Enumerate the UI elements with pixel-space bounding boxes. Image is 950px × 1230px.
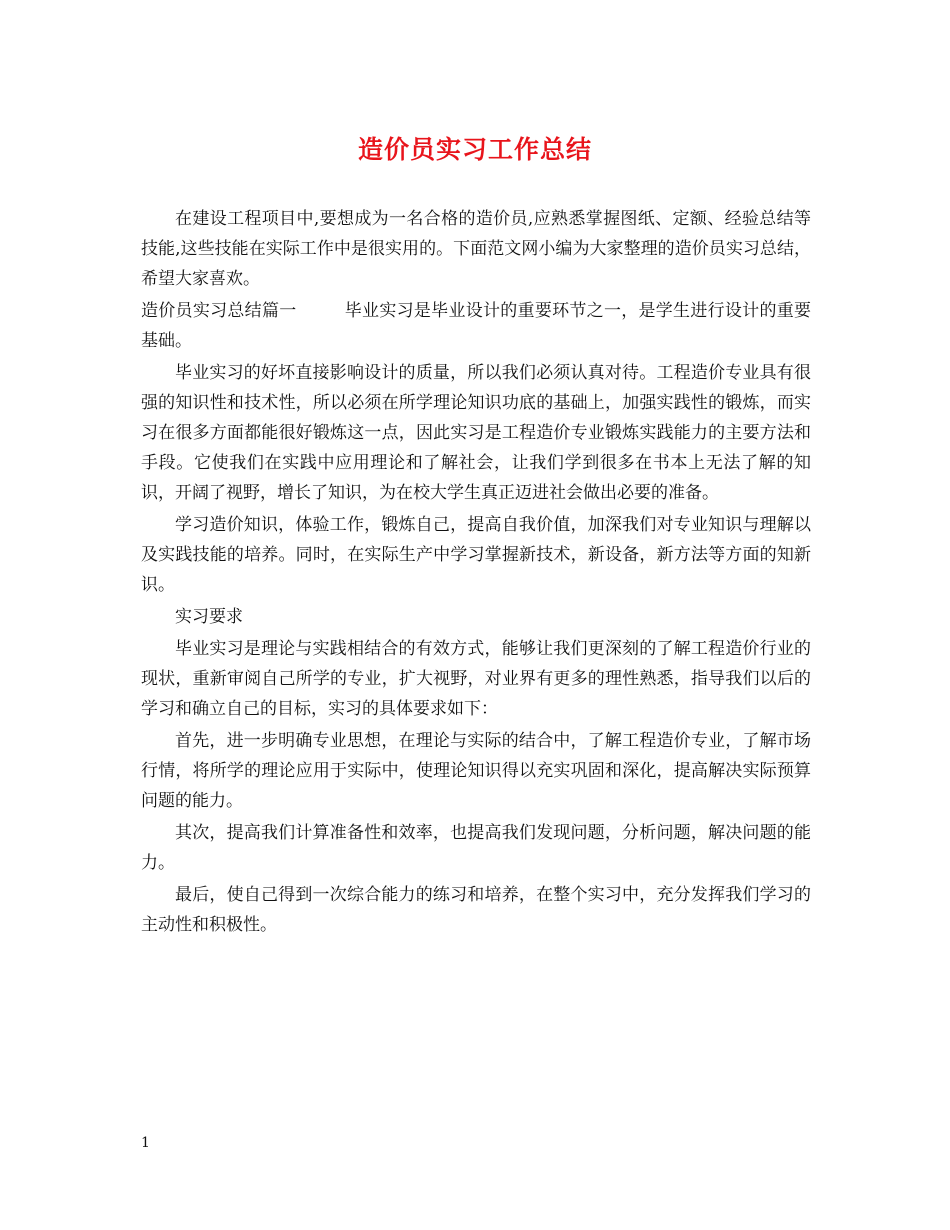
paragraph-requirements-heading: 实习要求 (175, 607, 243, 627)
document-title: 造价员实习工作总结 (357, 135, 592, 164)
paragraph-requirements: 毕业实习是理论与实践相结合的有效方式，能够让我们更深刻的了解工程造价行业的现状，重新审阅自己所学的专业，扩大视野，对业界有更多的理性熟悉，指导我们以后的学习和确立自己的目标，实习的具体要求如下： (141, 639, 811, 719)
document-body (141, 204, 811, 942)
paragraph-first: 首先，进一步明确专业思想，在理论与实际的结合中，了解工程造价专业，了解市场行情，将所学的理论应用于实际中，使理论知识得以充实巩固和深化，提高解决实际预算问题的能力。 (141, 731, 811, 811)
paragraph-quality: 毕业实习的好坏直接影响设计的质量，所以我们必须认真对待。工程造价专业具有很强的知识性和技术性，所以必须在所学理论知识功底的基础上，加强实践性的锻炼，而实习在很多方面都能很好锻炼这一点，因此实习是工程造价专业锻炼实践能力的主要方法和手段。它使我们在实践中应用理论和了解社会，让我们学到很多在书本上无法了解的知识，开阔了视野，增长了知识，为在校大学生真正迈进社会做出必要的准备。 (141, 363, 811, 503)
paragraph-second: 其次，提高我们计算准备性和效率，也提高我们发现问题，分析问题，解决问题的能力。 (141, 823, 811, 873)
paragraph-section-one (141, 296, 811, 356)
page-number: 1 (141, 1135, 150, 1151)
section-heading: 造价员实习总结篇一 (141, 301, 297, 321)
paragraph-intro: 在建设工程项目中,要想成为一名合格的造价员,应熟悉掌握图纸、定额、经验总结等技能,这些技能在实际工作中是很实用的。下面范文网小编为大家整理的造价员实习总结，希望大家喜欢。 (141, 209, 811, 289)
paragraph-last: 最后，使自己得到一次综合能力的练习和培养，在整个实习中，充分发挥我们学习的主动性和积极性。 (141, 885, 811, 935)
section-lead-text: 毕业实习是毕业设计的重要环节之一，是学生进行设计的重要基础。 (141, 301, 811, 351)
paragraph-learning: 学习造价知识，体验工作，锻炼自己，提高自我价值，加深我们对专业知识与理解以及实践技能的培养。同时，在实际生产中学习掌握新技术，新设备，新方法等方面的知新识。 (141, 515, 811, 595)
